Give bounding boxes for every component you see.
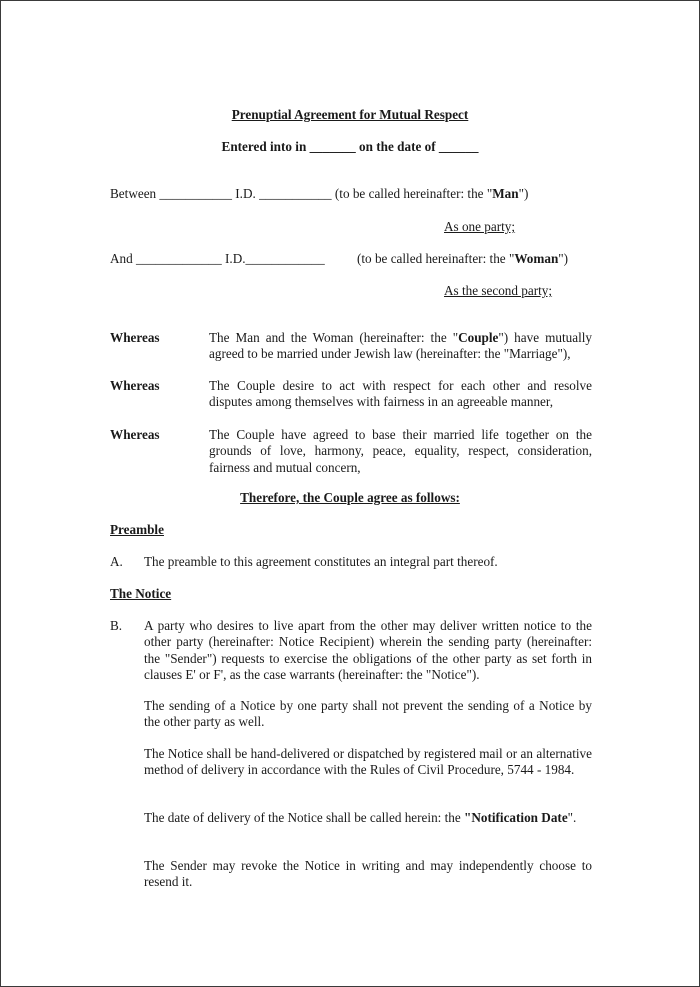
notice-paragraph-2: The sending of a Notice by one party shall not prevent the sending of a Notice by the other party as well. [144, 698, 592, 730]
notice-heading: The Notice [110, 586, 172, 601]
clause-b-label: B. [110, 618, 123, 633]
notification-before: The date of delivery of the Notice shall be called herein: the [144, 810, 465, 825]
between-line-prefix: Between ___________ I.D. ___________ (to be called hereinafter: the " [110, 186, 493, 201]
woman-term: Woman [514, 251, 559, 266]
whereas-text-2: The Couple desire to act with respect for each other and resolve disputes among themselves with fairness in an agreeable manner, [209, 378, 592, 410]
clause-a-label: A. [110, 554, 123, 569]
therefore-heading: Therefore, the Couple agree as follows: [240, 490, 460, 505]
notice-paragraph-5: The Sender may revoke the Notice in writing and may independently choose to resend it. [144, 858, 592, 890]
between-line [110, 186, 528, 203]
whereas-1-before: The Man and the Woman (hereinafter: the " [209, 330, 459, 345]
clause-a-text: The preamble to this agreement constitutes an integral part thereof. [144, 554, 498, 569]
man-term: Man [492, 186, 519, 201]
notice-paragraph-1: A party who desires to live apart from the other may deliver written notice to the other party (hereinafter: Notice Recipient) wherein the sending party (hereinafter: the "Sender") requests to exercise the obligations of the other party as set forth in clauses E' or F', as the case warrants (hereinafter: the "Notice"). [144, 618, 592, 682]
whereas-label-1: Whereas [110, 330, 160, 345]
one-party-label: As one party; [444, 219, 516, 234]
woman-line-suffix: ") [558, 251, 569, 266]
document-title: Prenuptial Agreement for Mutual Respect [231, 107, 469, 122]
woman-line [357, 251, 568, 268]
whereas-text-3: The Couple have agreed to base their married life together on the grounds of love, harmony, peace, equality, respect, consideration, fairness and mutual concern, [209, 427, 592, 475]
whereas-label-3: Whereas [110, 427, 160, 442]
whereas-text-1 [209, 330, 592, 363]
whereas-label-2: Whereas [110, 378, 160, 393]
notice-paragraph-3: The Notice shall be hand-delivered or dispatched by registered mail or an alternative method of delivery in accordance with the Rules of Civil Procedure, 5744 - 1984. [144, 746, 592, 778]
notification-after: ". [567, 810, 577, 825]
whereas-1-after: ") have mutually agreed to be married under Jewish law (hereinafter: the "Marriage"), [209, 330, 592, 362]
notification-date-term: "Notification Date [464, 810, 568, 825]
second-party-label: As the second party; [444, 283, 553, 298]
woman-line-prefix: (to be called hereinafter: the " [357, 251, 515, 266]
between-line-suffix: ") [518, 186, 529, 201]
preamble-heading: Preamble [110, 522, 164, 537]
entered-into-line: Entered into in _______ on the date of ______ [221, 139, 479, 154]
notice-paragraph-4 [144, 810, 592, 826]
and-line: And _____________ I.D.____________ [110, 251, 325, 266]
couple-term: Couple [458, 330, 499, 345]
